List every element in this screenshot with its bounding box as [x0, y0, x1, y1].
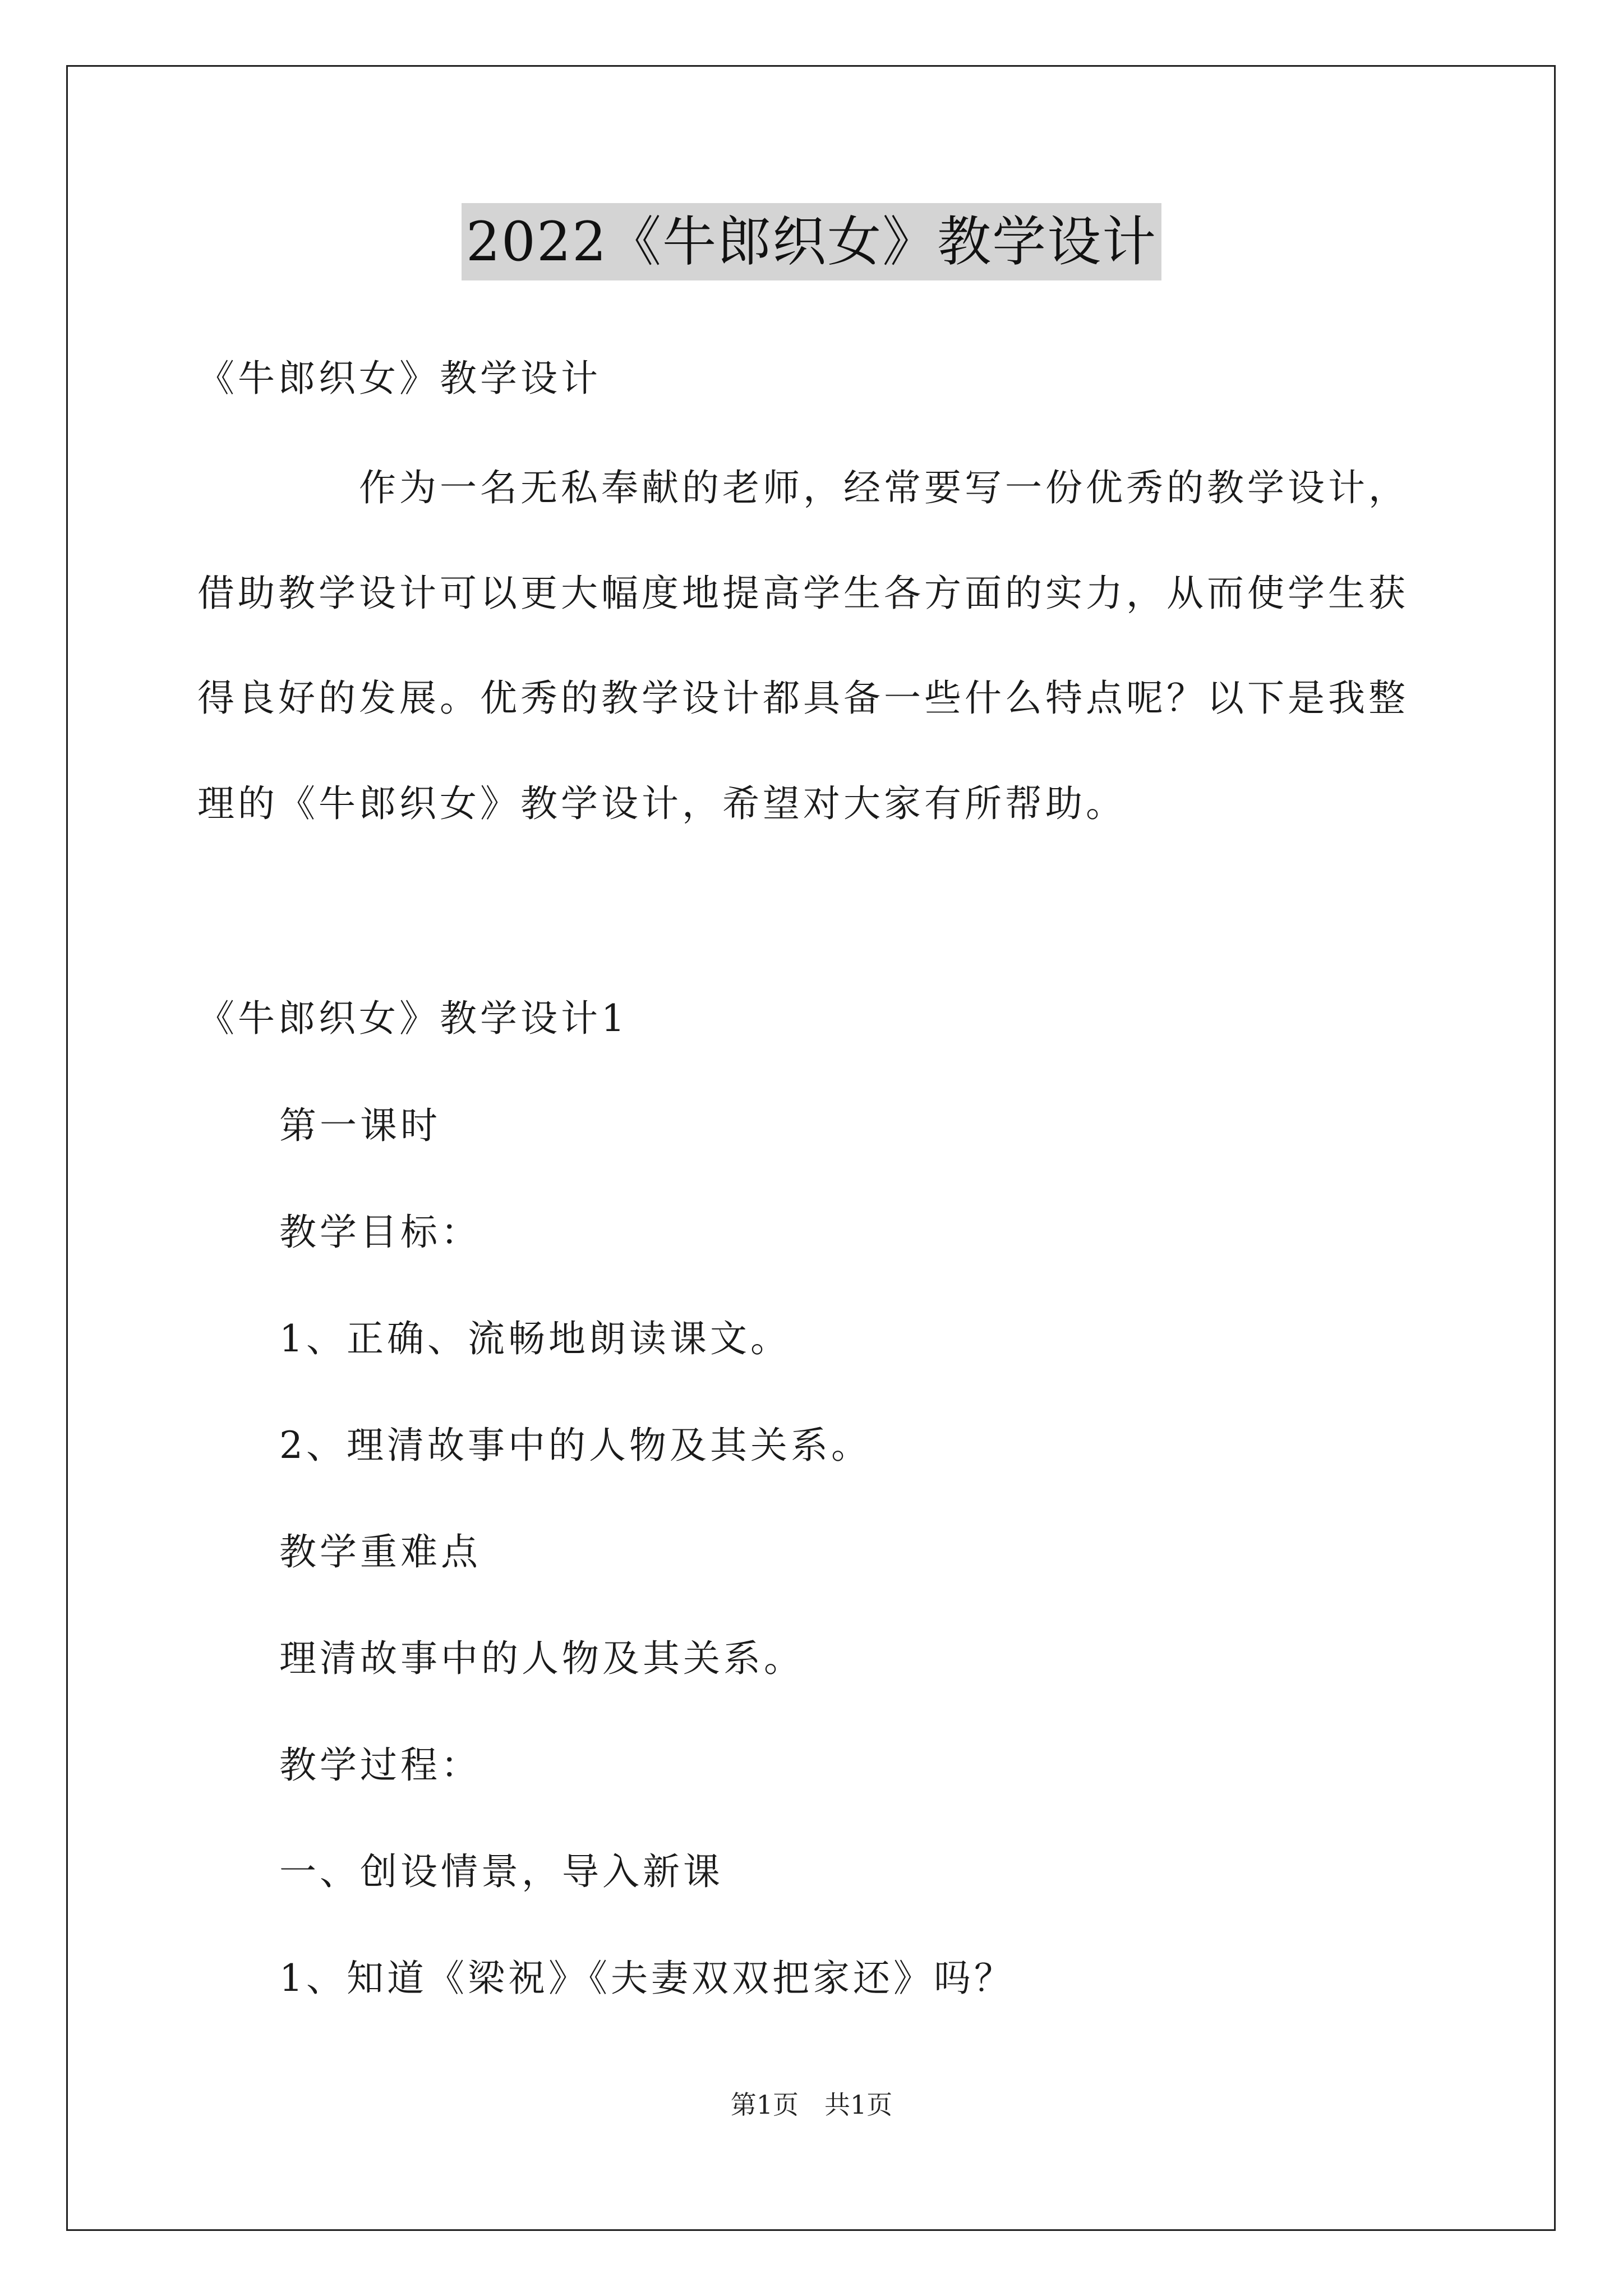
body-line: 教学过程：	[279, 1743, 481, 1787]
intro-line-1: 作为一名无私奉献的老师，经常要写一份优秀的教学设计，	[359, 466, 1409, 509]
document-title: 2022《牛郎织女》教学设计	[462, 203, 1161, 280]
body-line: 教学重难点	[279, 1530, 481, 1573]
body-line: 一、创设情景，导入新课	[279, 1850, 723, 1893]
body-line: 第一课时	[279, 1104, 441, 1147]
body-line: 2、理清故事中的人物及其关系。	[279, 1424, 872, 1467]
intro-line-2: 借助教学设计可以更大幅度地提高学生各方面的实力，从而使学生获	[197, 572, 1409, 615]
section-heading: 《牛郎织女》教学设计1	[197, 997, 628, 1040]
total-pages: 共1页	[824, 2090, 893, 2120]
current-page-number: 第1页	[730, 2090, 799, 2120]
document-subtitle: 《牛郎织女》教学设计	[197, 357, 601, 400]
body-line: 理清故事中的人物及其关系。	[279, 1637, 804, 1680]
body-line: 1、正确、流畅地朗读课文。	[279, 1317, 791, 1360]
intro-line-3: 得良好的发展。优秀的教学设计都具备一些什么特点呢？以下是我整	[197, 677, 1409, 720]
page-footer	[0, 2088, 1623, 2122]
intro-line-4: 理的《牛郎织女》教学设计，希望对大家有所帮助。	[197, 782, 1126, 825]
body-line: 1、知道《梁祝》《夫妻双双把家还》吗？	[279, 1957, 1015, 2000]
body-line: 教学目标：	[279, 1211, 481, 1254]
title-container	[0, 203, 1623, 280]
